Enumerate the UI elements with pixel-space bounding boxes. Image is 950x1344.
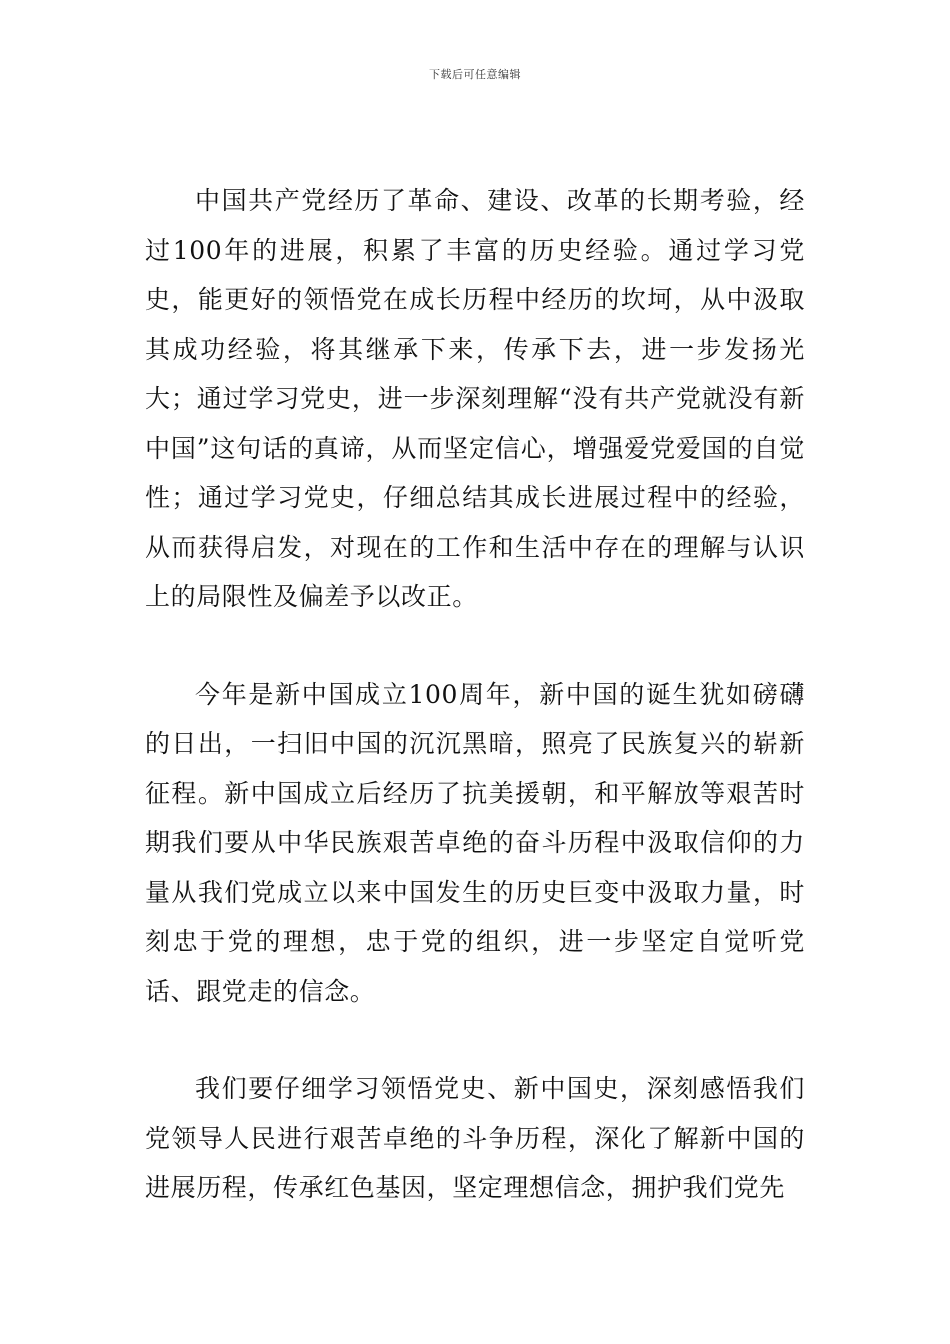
- paragraph-2: 今年是新中国成立100周年，新中国的诞生犹如磅礴的日出，一扫旧中国的沉沉黑暗，照亮了民族复兴的崭新征程。新中国成立后经历了抗美援朝，和平解放等艰苦时期我们要从中华民族艰苦卓绝的奋斗历程中汲取信仰的力量从我们党成立以来中国发生的历史巨变中汲取力量，时刻忠于党的理想，忠于党的组织，进一步坚定自觉听党话、跟党走的信念。: [145, 679, 805, 1006]
- paragraph-1: 中国共产党经历了革命、建设、改革的长期考验，经过100年的进展，积累了丰富的历史经验。通过学习党史，能更好的领悟党在成长历程中经历的坎坷，从中汲取其成功经验，将其继承下来，传承下去，进一步发扬光大；通过学习党史，进一步深刻理解“没有共产党就没有新中国”这句话的真谛，从而坚定信心，增强爱党爱国的自觉性；通过学习党史，仔细总结其成长进展过程中的经验，从而获得启发，对现在的工作和生活中存在的理解与认识上的局限性及偏差予以改正。: [145, 186, 805, 611]
- header-note: 下载后可任意编辑: [429, 68, 521, 81]
- paragraph-3: 我们要仔细学习领悟党史、新中国史，深刻感悟我们党领导人民进行艰苦卓绝的斗争历程，深化了解新中国的进展历程，传承红色基因，坚定理想信念，拥护我们党先: [145, 1074, 805, 1202]
- document-body: [145, 176, 805, 1261]
